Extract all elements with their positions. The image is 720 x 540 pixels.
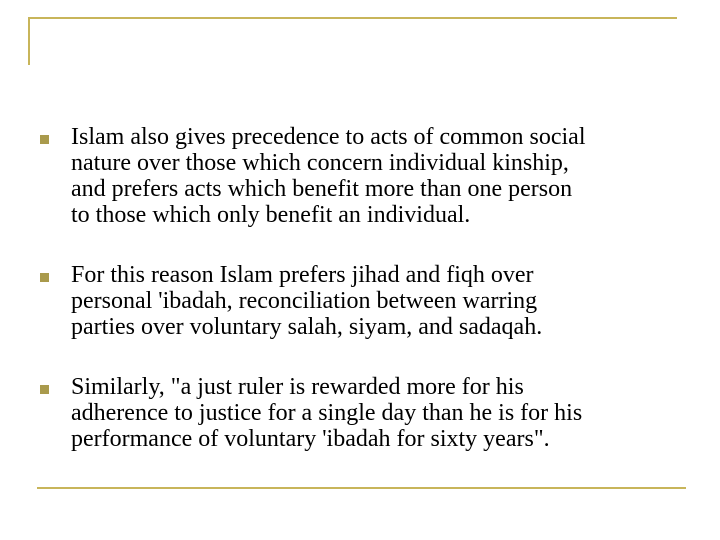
bullet-item-2 [40,262,690,340]
square-bullet-icon [40,273,49,282]
bottom-accent-rule [37,487,686,489]
bullet-text-3: Similarly, "a just ruler is rewarded more for his adherence to justice for a single day than he is for his performance of voluntary 'ibadah for sixty years". [71,374,583,452]
top-accent-rule [28,17,677,19]
left-accent-rule [28,17,30,65]
bullet-item-3 [40,374,690,452]
bullet-list [40,124,690,452]
bullet-text-1: Islam also gives precedence to acts of common social nature over those which concern individual kinship, and prefers acts which benefit more than one person to those which only benefit an individual. [71,124,586,228]
square-bullet-icon [40,135,49,144]
bullet-item-1 [40,124,690,228]
bullet-text-2: For this reason Islam prefers jihad and fiqh over personal 'ibadah, reconciliation between warring parties over voluntary salah, siyam, and sadaqah. [71,262,543,340]
square-bullet-icon [40,385,49,394]
